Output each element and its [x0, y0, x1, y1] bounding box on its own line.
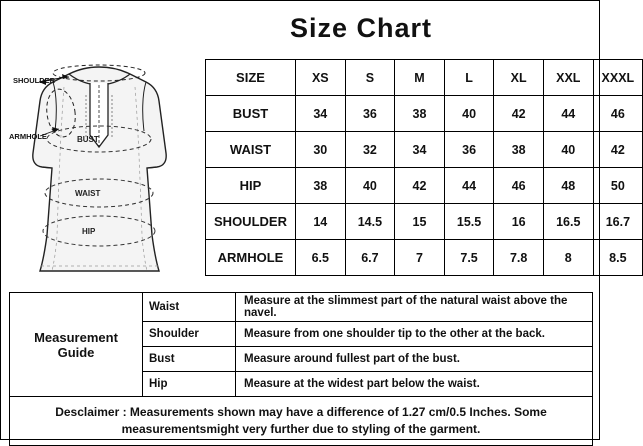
cell-shoulder-s: 14.5	[345, 204, 395, 240]
guide-key-waist: Waist	[143, 293, 236, 322]
cell-armhole-xxxl: 8.5	[593, 240, 643, 276]
cell-waist-xxxl: 42	[593, 132, 643, 168]
page-title: Size Chart	[289, 13, 433, 43]
cell-hip-xxxl: 50	[593, 168, 643, 204]
guide-key-hip: Hip	[143, 372, 236, 397]
annotation-armhole: ARMHOLE	[9, 132, 47, 141]
guide-text-waist: Measure at the slimmest part of the natural waist above the navel.	[236, 293, 593, 322]
disclaimer-row	[10, 397, 593, 446]
disclaimer-text	[10, 397, 593, 446]
garment-illustration	[7, 35, 195, 285]
cell-bust-xl: 42	[494, 96, 544, 132]
table-header-row	[206, 60, 643, 96]
annotation-bust: BUST	[77, 135, 99, 144]
cell-waist-xl: 38	[494, 132, 544, 168]
cell-shoulder-xxxl: 16.7	[593, 204, 643, 240]
annotation-waist: WAIST	[75, 189, 101, 198]
disclaimer-line-1: Desclaimer : Measurements shown may have a difference of 1.27 cm/0.5 Inches. Some	[55, 405, 547, 419]
guide-title: Measurement Guide	[10, 293, 143, 397]
cell-shoulder-xxl: 16.5	[543, 204, 593, 240]
cell-hip-xl: 46	[494, 168, 544, 204]
cell-shoulder-xs: 14	[296, 204, 346, 240]
table-row	[206, 132, 643, 168]
column-header-xs: XS	[296, 60, 346, 96]
column-header-xxxl: XXXL	[593, 60, 643, 96]
guide-text-hip: Measure at the widest part below the waist.	[236, 372, 593, 397]
cell-shoulder-m: 15	[395, 204, 445, 240]
row-label-waist: WAIST	[206, 132, 296, 168]
disclaimer-line-2: measurementsmight very further due to styling of the garment.	[121, 422, 481, 436]
guide-text-bust: Measure around fullest part of the bust.	[236, 347, 593, 372]
cell-waist-m: 34	[395, 132, 445, 168]
cell-hip-m: 42	[395, 168, 445, 204]
row-label-hip: HIP	[206, 168, 296, 204]
row-label-shoulder: SHOULDER	[206, 204, 296, 240]
cell-armhole-l: 7.5	[444, 240, 494, 276]
table-row	[206, 204, 643, 240]
cell-bust-s: 36	[345, 96, 395, 132]
cell-armhole-xl: 7.8	[494, 240, 544, 276]
column-header-xl: XL	[494, 60, 544, 96]
column-header-l: L	[444, 60, 494, 96]
row-label-bust: BUST	[206, 96, 296, 132]
column-header-m: M	[395, 60, 445, 96]
cell-hip-l: 44	[444, 168, 494, 204]
cell-armhole-m: 7	[395, 240, 445, 276]
cell-waist-xxl: 40	[543, 132, 593, 168]
table-row	[206, 168, 643, 204]
cell-shoulder-xl: 16	[494, 204, 544, 240]
guide-key-shoulder: Shoulder	[143, 322, 236, 347]
cell-bust-xxl: 44	[543, 96, 593, 132]
cell-hip-xs: 38	[296, 168, 346, 204]
cell-hip-s: 40	[345, 168, 395, 204]
guide-row-waist	[10, 293, 593, 322]
cell-bust-m: 38	[395, 96, 445, 132]
column-header-s: S	[345, 60, 395, 96]
cell-waist-l: 36	[444, 132, 494, 168]
cell-shoulder-l: 15.5	[444, 204, 494, 240]
guide-text-shoulder: Measure from one shoulder tip to the other at the back.	[236, 322, 593, 347]
cell-armhole-s: 6.7	[345, 240, 395, 276]
cell-hip-xxl: 48	[543, 168, 593, 204]
measurement-guide-table	[9, 292, 593, 446]
size-chart-table	[205, 59, 643, 276]
table-row	[206, 240, 643, 276]
guide-key-bust: Bust	[143, 347, 236, 372]
row-label-armhole: ARMHOLE	[206, 240, 296, 276]
cell-bust-xs: 34	[296, 96, 346, 132]
cell-bust-l: 40	[444, 96, 494, 132]
cell-armhole-xs: 6.5	[296, 240, 346, 276]
table-row	[206, 96, 643, 132]
column-header-xxl: XXL	[543, 60, 593, 96]
annotation-hip: HIP	[82, 227, 96, 236]
cell-armhole-xxl: 8	[543, 240, 593, 276]
cell-waist-xs: 30	[296, 132, 346, 168]
cell-bust-xxxl: 46	[593, 96, 643, 132]
annotation-shoulder: SHOULDER	[13, 76, 56, 85]
column-header-size: SIZE	[206, 60, 296, 96]
cell-waist-s: 32	[345, 132, 395, 168]
